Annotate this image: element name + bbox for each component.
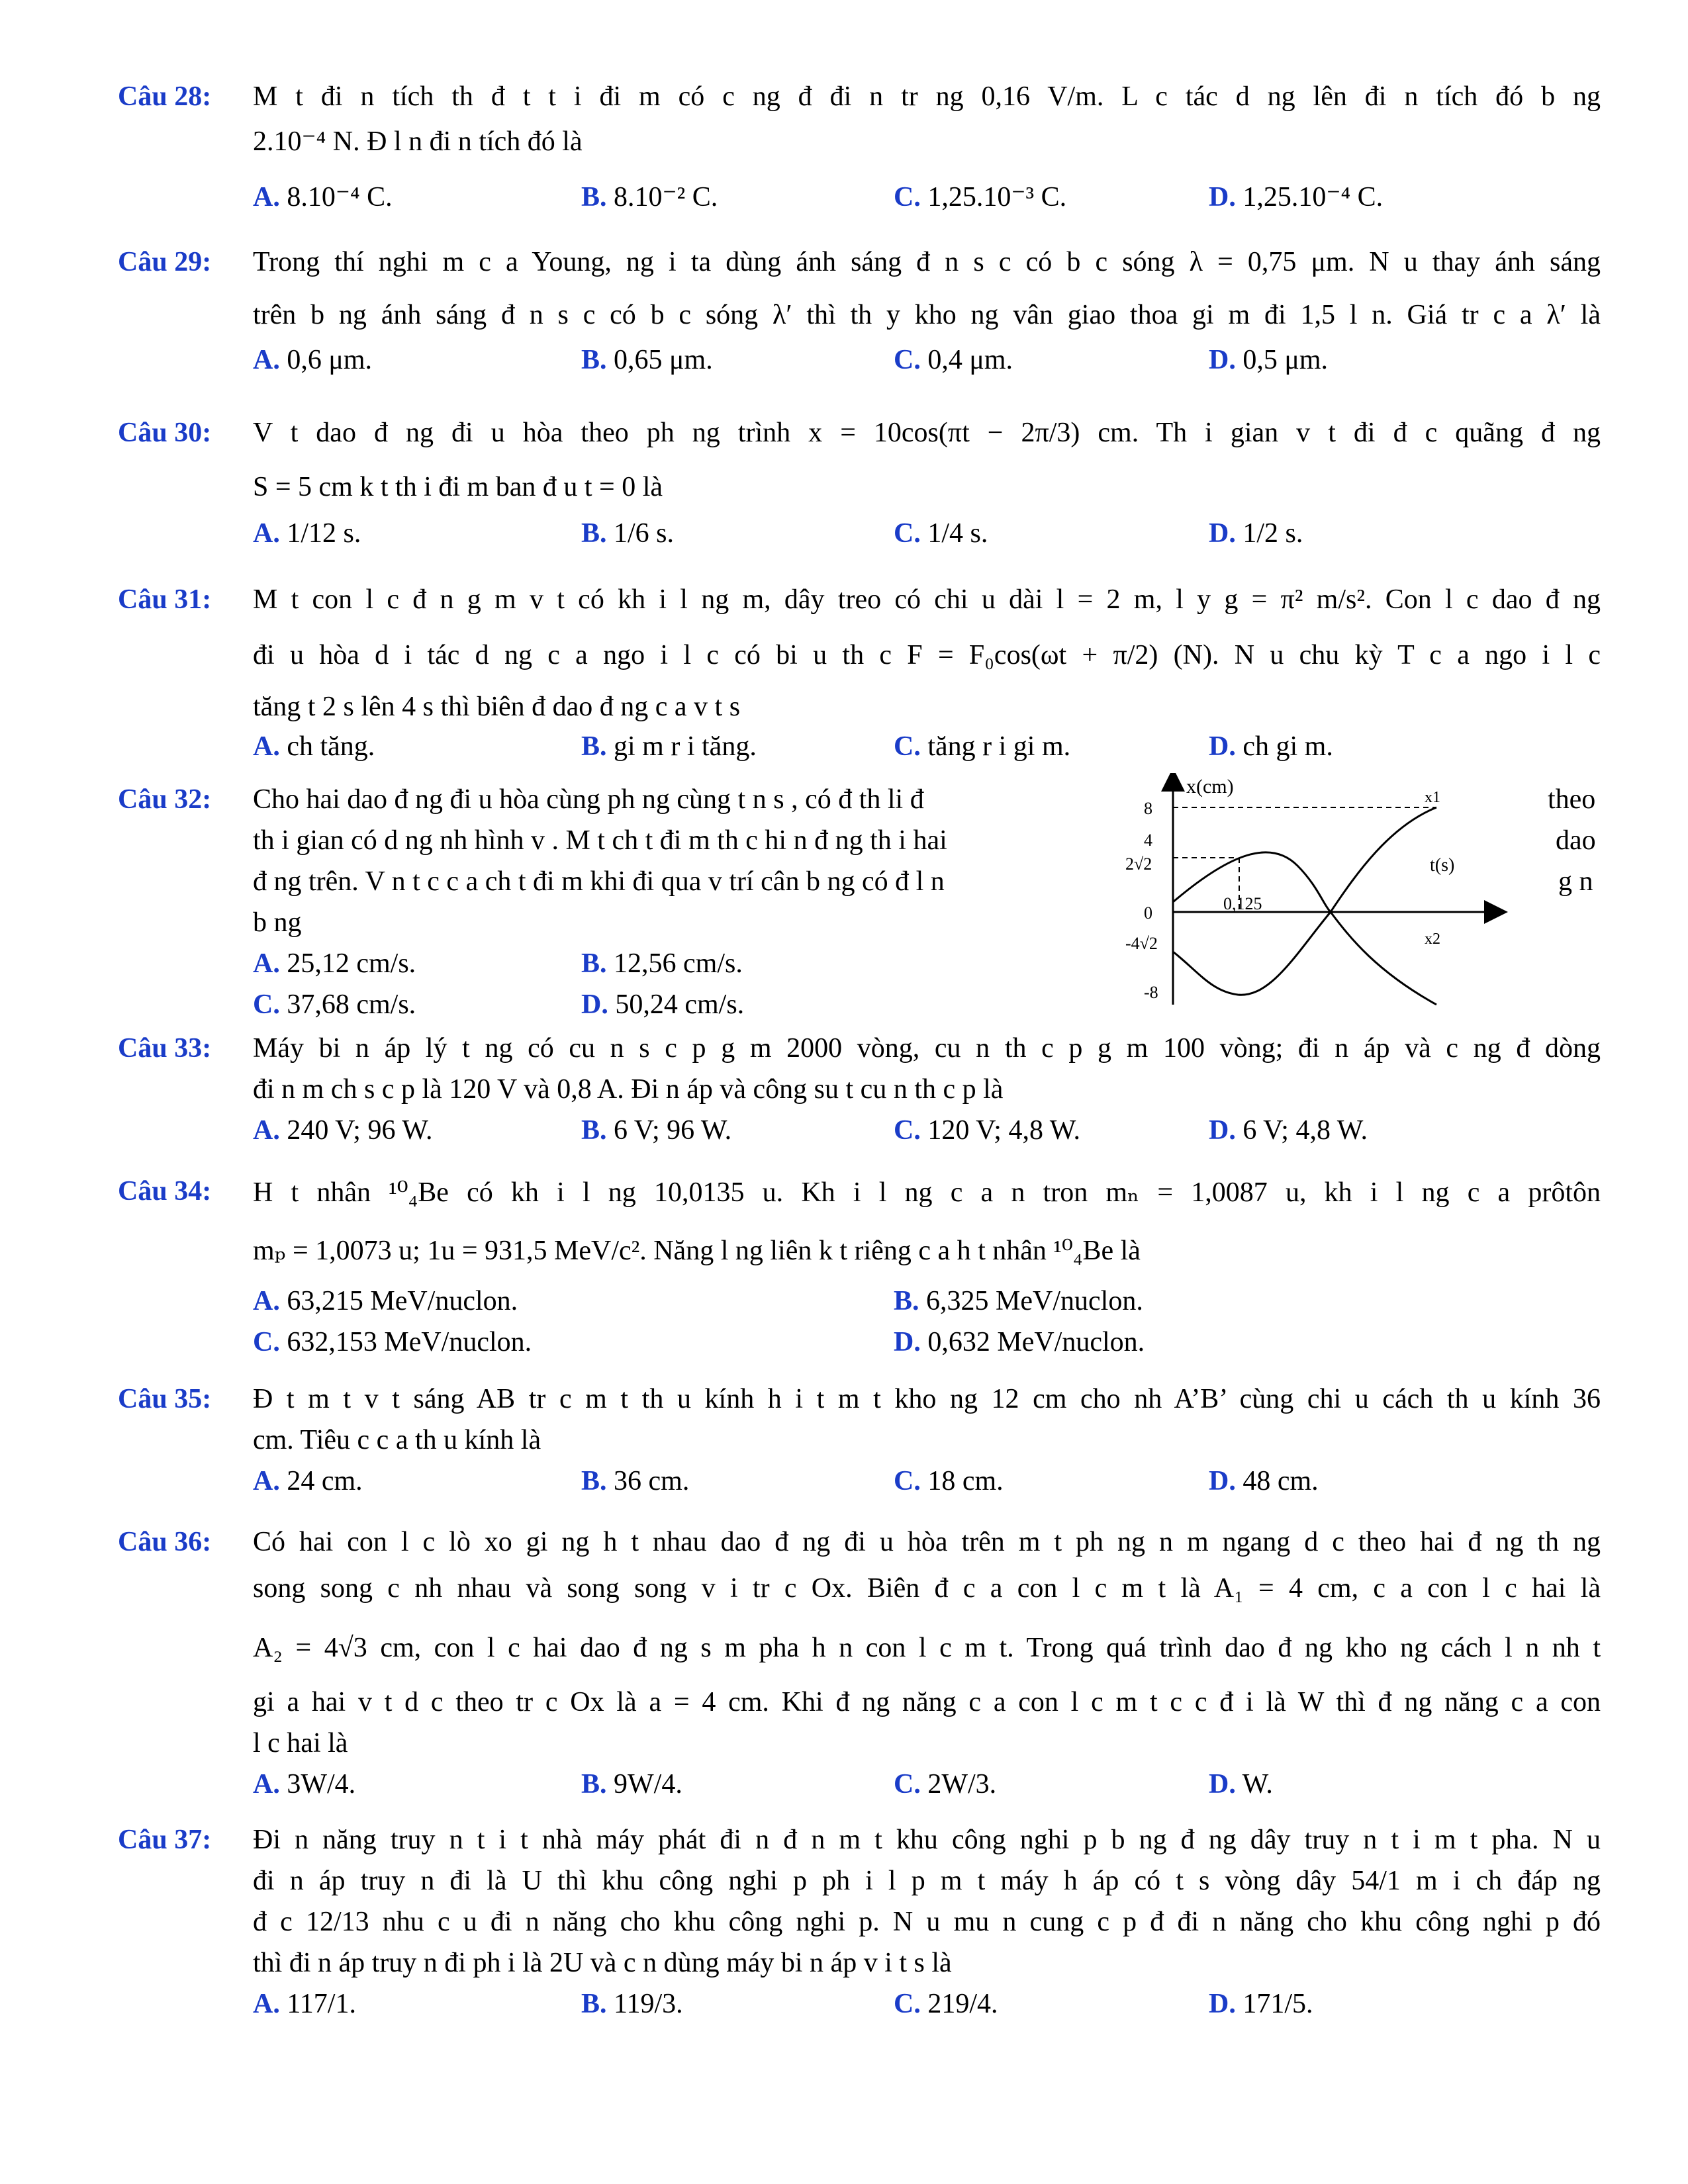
question-number: Câu 30: <box>118 418 212 448</box>
question-text: 2.10⁻⁴ N. Đ l n đi n tích đó là <box>253 126 583 157</box>
option-b[interactable]: B. 9W/4. <box>581 1769 682 1799</box>
question-number: Câu 34: <box>118 1176 212 1206</box>
question-text: dao <box>1556 825 1596 856</box>
curve-x1 <box>1173 807 1436 995</box>
question-text: th i gian có d ng nh hình v . M t ch t đi m th c hi n đ ng th i hai <box>253 825 947 856</box>
question-number: Câu 37: <box>118 1825 212 1855</box>
y-tick: -4√2 <box>1125 934 1158 953</box>
question-number: Câu 28: <box>118 81 212 112</box>
question-text: cm. Tiêu c c a th u kính là <box>253 1425 541 1455</box>
question-text: đ c 12/13 nhu c u đi n năng cho khu công nghi p. N u mu n cung c p đ đi n năng cho khu công nghi p đó <box>253 1907 1601 1937</box>
option-a[interactable]: A. 8.10⁻⁴ C. <box>253 182 393 212</box>
option-a[interactable]: A. ch tăng. <box>253 731 375 762</box>
option-a[interactable]: A. 0,6 μm. <box>253 345 373 375</box>
y-axis-label: x(cm) <box>1186 776 1234 797</box>
question-text: tăng t 2 s lên 4 s thì biên đ dao đ ng c a v t s <box>253 692 741 722</box>
question-text: Đ t m t v t sáng AB tr c m t th u kính h i t m t kho ng 12 cm cho nh A’B’ cùng chi u cách th u kính 36 <box>253 1384 1601 1414</box>
option-d[interactable]: D. 1,25.10⁻⁴ C. <box>1209 182 1383 212</box>
option-c[interactable]: C. 120 V; 4,8 W. <box>894 1115 1080 1146</box>
option-c[interactable]: C. 1,25.10⁻³ C. <box>894 182 1067 212</box>
question-text: M t đi n tích th đ t t i đi m có c ng đ đi n tr ng 0,16 V/m. L c tác d ng lên đi n tích đó b ng <box>253 81 1601 112</box>
question-text: mₚ = 1,0073 u; 1u = 931,5 MeV/c². Năng l ng liên k t riêng c a h t nhân ¹⁰₄Be là <box>253 1236 1141 1266</box>
option-d[interactable]: D. 6 V; 4,8 W. <box>1209 1115 1368 1146</box>
option-a[interactable]: A. 3W/4. <box>253 1769 356 1799</box>
y-tick: 0 <box>1144 903 1152 923</box>
option-d[interactable]: D. 171/5. <box>1209 1989 1313 2019</box>
option-d[interactable]: D. 50,24 cm/s. <box>581 989 745 1020</box>
question-text: A₂ = 4√3 cm, con l c hai dao đ ng s m pha h n con l c m t. Trong quá trình dao đ ng kho ng cách l n nh t <box>253 1633 1601 1663</box>
option-c[interactable]: C. tăng r i gi m. <box>894 731 1071 762</box>
option-a[interactable]: A. 25,12 cm/s. <box>253 948 416 979</box>
option-c[interactable]: C. 1/4 s. <box>894 518 988 549</box>
question-number: Câu 32: <box>118 784 212 815</box>
option-c[interactable]: C. 2W/3. <box>894 1769 997 1799</box>
option-d[interactable]: D. 1/2 s. <box>1209 518 1303 549</box>
option-a[interactable]: A. 240 V; 96 W. <box>253 1115 433 1146</box>
option-a[interactable]: A. 24 cm. <box>253 1466 363 1496</box>
question-text: Đi n năng truy n t i t nhà máy phát đi n đ n m t khu công nghi p b ng đ ng dây truy n t i m t pha. N u <box>253 1825 1601 1855</box>
curve-x2 <box>1173 852 1436 1005</box>
question-text: song song c nh nhau và song song v i tr c Ox. Biên đ c a con l c m t là A₁ = 4 cm, c a con l c hai là <box>253 1573 1601 1604</box>
question-text: S = 5 cm k t th i đi m ban đ u t = 0 là <box>253 472 663 502</box>
question-text: Có hai con l c lò xo gi ng h t nhau dao đ ng đi u hòa trên m t ph ng n m ngang d c theo hai đ ng th ng <box>253 1527 1601 1557</box>
option-b[interactable]: B. 119/3. <box>581 1989 683 2019</box>
option-c[interactable]: C. 18 cm. <box>894 1466 1004 1496</box>
option-d[interactable]: D. 0,632 MeV/nuclon. <box>894 1327 1145 1357</box>
x-axis-label: t(s) <box>1430 855 1455 876</box>
option-b[interactable]: B. 1/6 s. <box>581 518 675 549</box>
y-tick: 4 <box>1144 831 1152 850</box>
option-a[interactable]: A. 63,215 MeV/nuclon. <box>253 1286 518 1316</box>
option-b[interactable]: B. gi m r i tăng. <box>581 731 757 762</box>
option-b[interactable]: B. 8.10⁻² C. <box>581 182 718 212</box>
question-text: V t dao đ ng đi u hòa theo ph ng trình x = 10cos(πt − 2π/3) cm. Th i gian v t đi đ c quãng đ ng <box>253 418 1601 448</box>
question-text: Trong thí nghi m c a Young, ng i ta dùng ánh sáng đ n s c có b c sóng λ = 0,75 μm. N u thay ánh sáng <box>253 247 1601 277</box>
question-text: b ng <box>253 907 302 938</box>
option-d[interactable]: D. W. <box>1209 1769 1273 1799</box>
option-b[interactable]: B. 36 cm. <box>581 1466 690 1496</box>
question-text: gi a hai v t d c theo tr c Ox là a = 4 cm. Khi đ ng năng c a con l c m t c c đ i là W thì đ ng năng c a con <box>253 1687 1601 1717</box>
question-text: đi n áp truy n đi là U thì khu công nghi p ph i l p m t máy h áp có t s vòng dây 54/1 m i ch đáp ng <box>253 1866 1601 1896</box>
series-label-x2: x2 <box>1425 931 1440 948</box>
y-tick: -8 <box>1144 983 1158 1002</box>
question-text: Máy bi n áp lý t ng có cu n s c p g m 2000 vòng, cu n th c p g m 100 vòng; đi n áp và c ng đ dòng <box>253 1033 1601 1064</box>
question-text: đi u hòa d i tác d ng c a ngo i l c có bi u th c F = F₀cos(ωt + π/2) (N). N u chu kỳ T c a ngo i l c <box>253 640 1601 670</box>
question-text: l c hai là <box>253 1728 348 1758</box>
option-b[interactable]: B. 12,56 cm/s. <box>581 948 743 979</box>
question-text: g n <box>1558 866 1593 897</box>
option-d[interactable]: D. ch gi m. <box>1209 731 1333 762</box>
option-d[interactable]: D. 48 cm. <box>1209 1466 1319 1496</box>
question-text: H t nhân ¹⁰₄Be có kh i l ng 10,0135 u. Kh i l ng c a n tron mₙ = 1,0087 u, kh i l ng c a prôtôn <box>253 1177 1601 1208</box>
option-c[interactable]: C. 632,153 MeV/nuclon. <box>253 1327 532 1357</box>
question-text: trên b ng ánh sáng đ n s c có b c sóng λ′ thì th y kho ng vân giao thoa gi m đi 1,5 l n. Giá tr c a λ′ là <box>253 300 1601 330</box>
question-number: Câu 31: <box>118 584 212 615</box>
question-text: thì đi n áp truy n đi ph i là 2U và c n dùng máy bi n áp v i t s là <box>253 1948 952 1978</box>
option-a[interactable]: A. 117/1. <box>253 1989 356 2019</box>
option-b[interactable]: B. 0,65 μm. <box>581 345 713 375</box>
option-c[interactable]: C. 0,4 μm. <box>894 345 1013 375</box>
question-number: Câu 35: <box>118 1384 212 1414</box>
question-text: đi n m ch s c p là 120 V và 0,8 A. Đi n áp và công su t cu n th c p là <box>253 1074 1004 1105</box>
x-tick: 0,125 <box>1223 894 1262 913</box>
question-text: Cho hai dao đ ng đi u hòa cùng ph ng cùng t n s , có đ th li đ <box>253 784 924 815</box>
y-tick: 8 <box>1144 799 1152 818</box>
option-b[interactable]: B. 6 V; 96 W. <box>581 1115 732 1146</box>
oscillation-graph <box>1125 773 1523 1011</box>
question-text: đ ng trên. V n t c c a ch t đi m khi đi qua v trí cân b ng có đ l n <box>253 866 945 897</box>
option-b[interactable]: B. 6,325 MeV/nuclon. <box>894 1286 1143 1316</box>
question-text: theo <box>1548 784 1596 815</box>
option-d[interactable]: D. 0,5 μm. <box>1209 345 1329 375</box>
option-c[interactable]: C. 37,68 cm/s. <box>253 989 416 1020</box>
question-number: Câu 29: <box>118 247 212 277</box>
question-text: M t con l c đ n g m v t có kh i l ng m, dây treo có chi u dài l = 2 m, l y g = π² m/s². Con l c dao đ ng <box>253 584 1601 615</box>
y-tick: 2√2 <box>1125 854 1152 874</box>
option-c[interactable]: C. 219/4. <box>894 1989 998 2019</box>
option-a[interactable]: A. 1/12 s. <box>253 518 361 549</box>
series-label-x1: x1 <box>1425 789 1440 806</box>
question-number: Câu 36: <box>118 1527 212 1557</box>
question-number: Câu 33: <box>118 1033 212 1064</box>
